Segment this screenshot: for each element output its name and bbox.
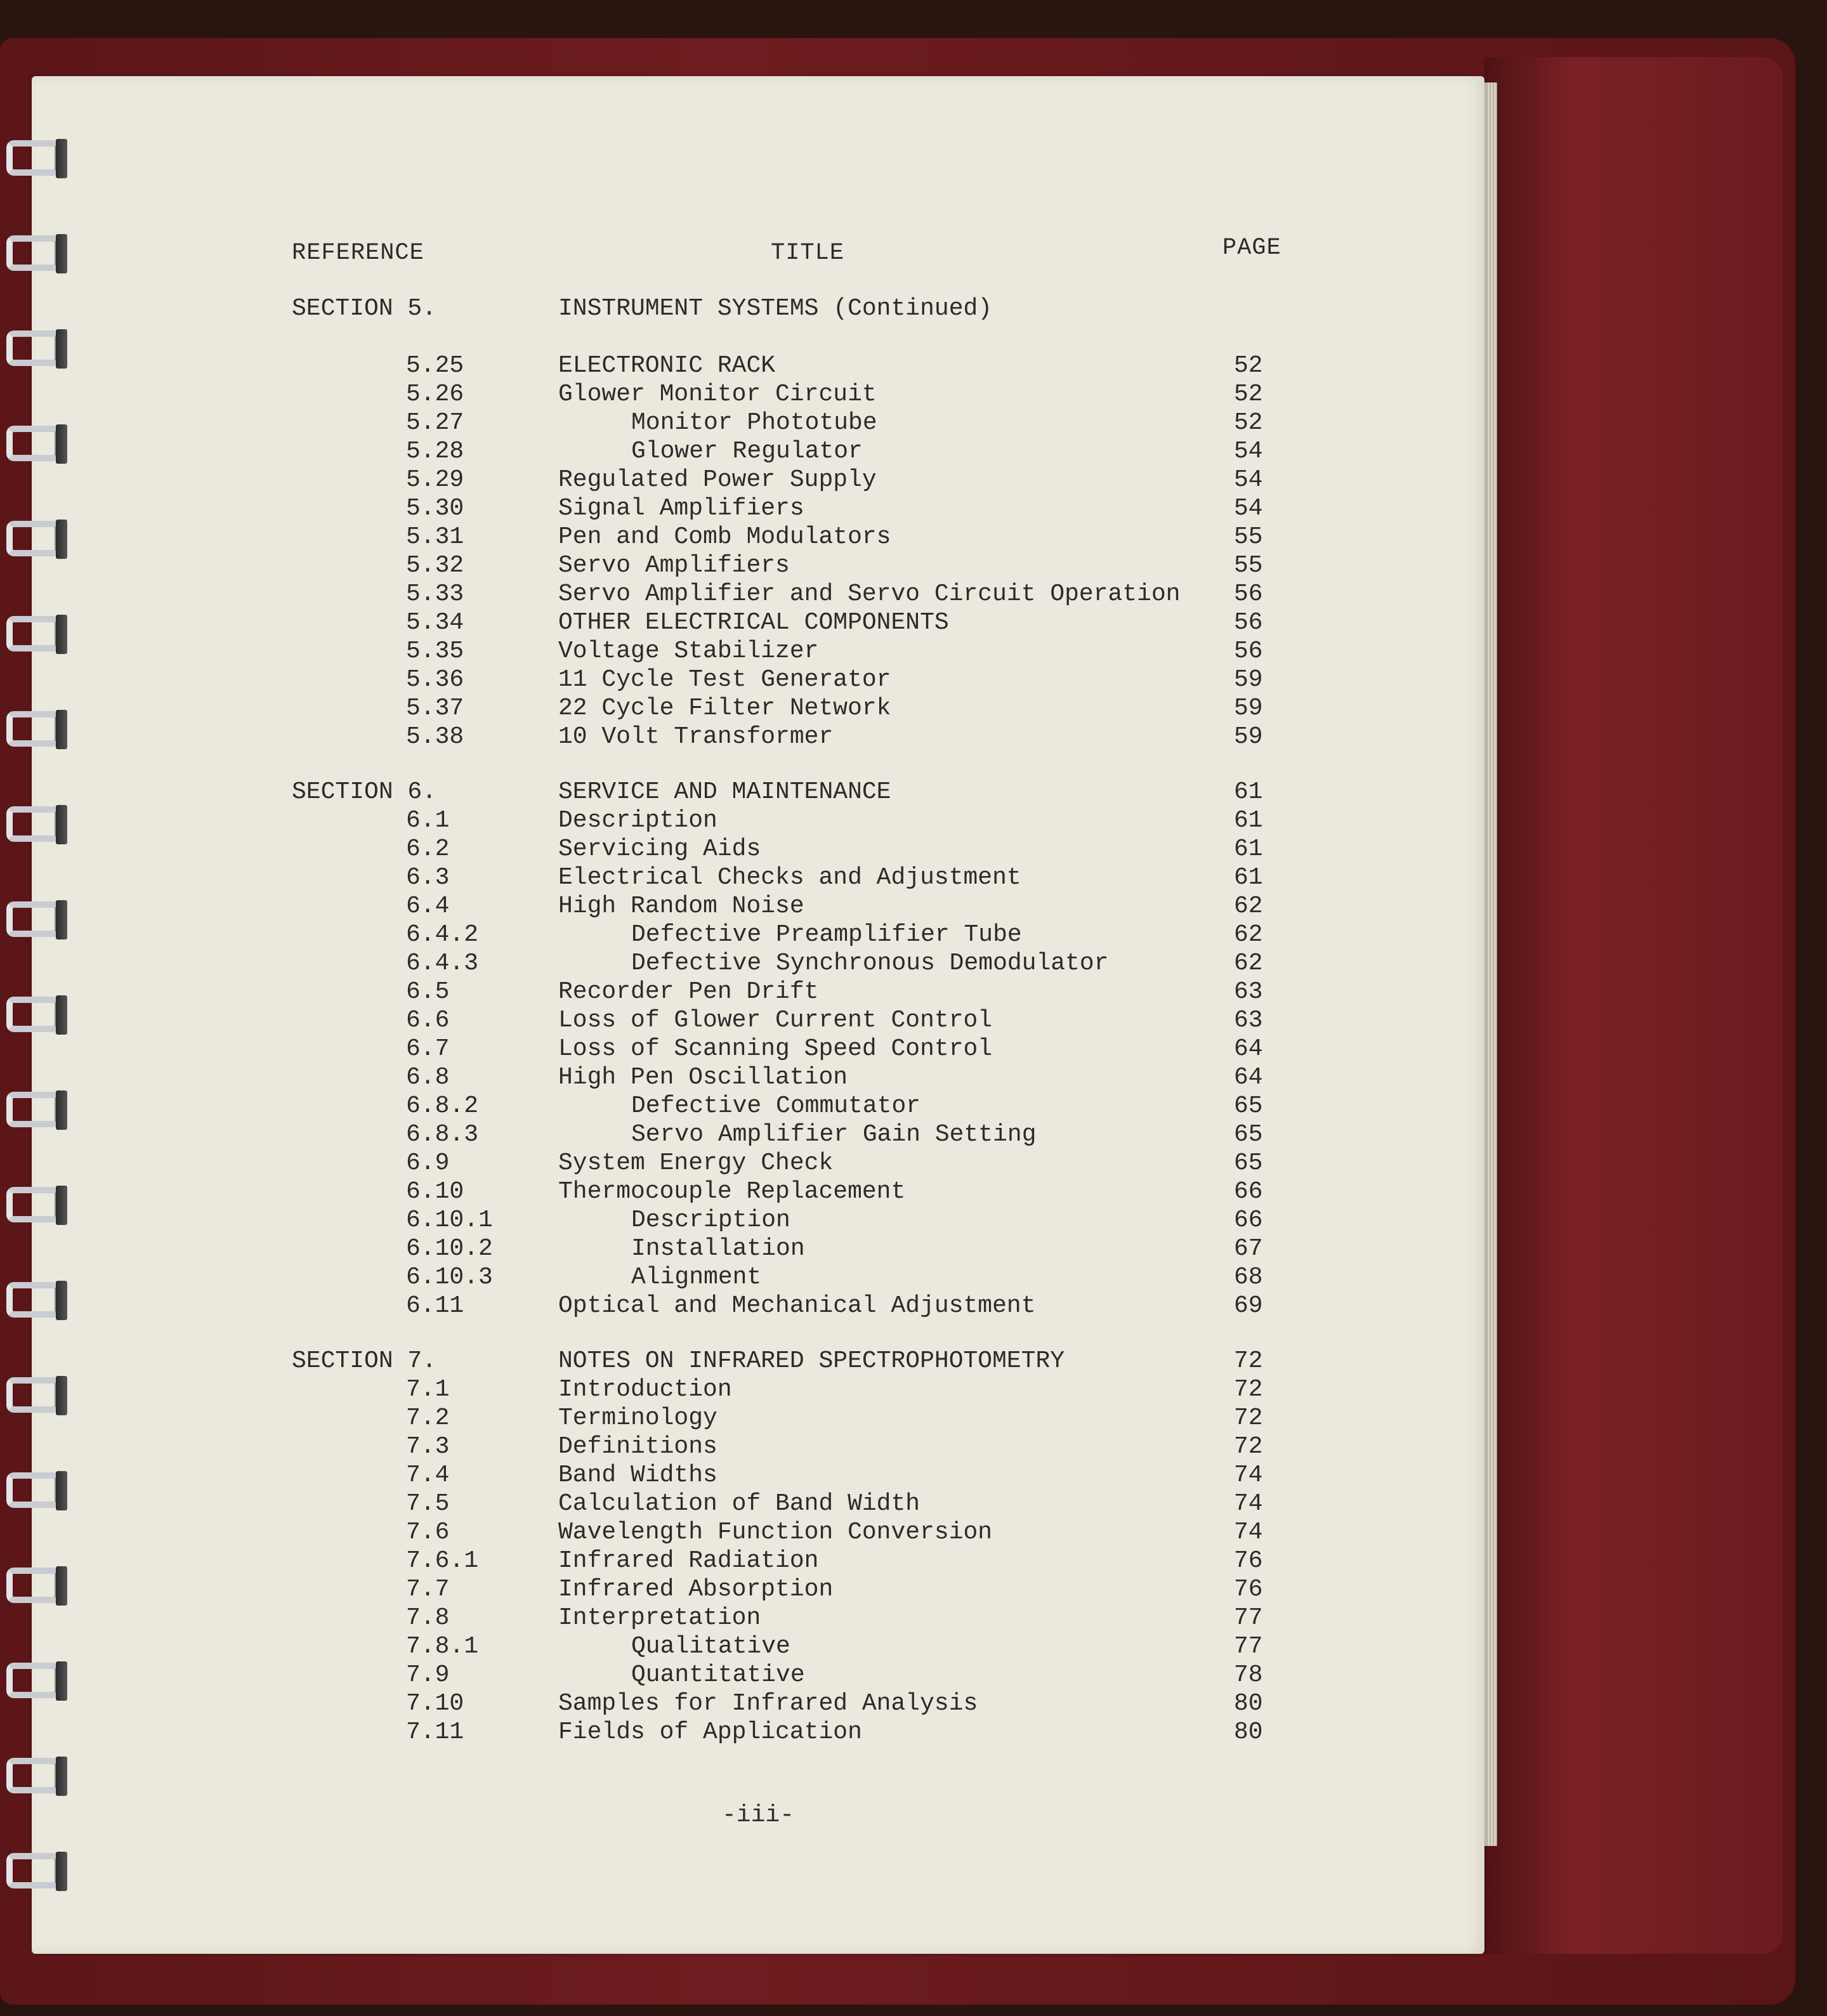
toc-page: 63 bbox=[1234, 1007, 1263, 1034]
toc-row bbox=[32, 893, 1484, 921]
toc-title: Band Widths bbox=[558, 1462, 717, 1489]
toc-page: 56 bbox=[1234, 609, 1263, 636]
toc-title: Pen and Comb Modulators bbox=[558, 523, 891, 551]
ring-post bbox=[56, 1757, 67, 1796]
toc-page: 52 bbox=[1234, 352, 1263, 379]
toc-title: Wavelength Function Conversion bbox=[558, 1519, 993, 1546]
section-heading bbox=[32, 295, 1484, 324]
toc-ref: 5.38 bbox=[406, 723, 464, 750]
toc-ref: SECTION 7. bbox=[292, 1347, 437, 1375]
toc-page: 77 bbox=[1234, 1604, 1263, 1632]
toc-ref: 5.32 bbox=[406, 552, 464, 579]
toc-ref: 6.8.3 bbox=[406, 1121, 479, 1148]
ring-loop bbox=[6, 901, 61, 937]
toc-page: 64 bbox=[1234, 1064, 1263, 1091]
toc-title: Alignment bbox=[631, 1264, 762, 1291]
binding-ring bbox=[0, 1469, 70, 1513]
toc-page: 74 bbox=[1234, 1519, 1263, 1546]
toc-row bbox=[32, 1235, 1484, 1264]
toc-row bbox=[32, 1376, 1484, 1404]
toc-ref: 6.3 bbox=[406, 864, 450, 891]
ring-loop bbox=[6, 1758, 61, 1793]
ring-post bbox=[56, 710, 67, 749]
section-title: INSTRUMENT SYSTEMS (Continued) bbox=[558, 295, 993, 322]
binding-ring bbox=[0, 1373, 70, 1418]
ring-loop bbox=[6, 235, 61, 271]
binding-ring bbox=[0, 993, 70, 1037]
toc-page: 54 bbox=[1234, 466, 1263, 494]
toc-ref: 5.30 bbox=[406, 495, 464, 522]
toc-row bbox=[32, 1207, 1484, 1235]
binding-ring bbox=[0, 422, 70, 466]
ring-post bbox=[56, 900, 67, 939]
toc-ref: 7.11 bbox=[406, 1718, 464, 1746]
toc-row bbox=[32, 666, 1484, 695]
toc-ref: 5.31 bbox=[406, 523, 464, 551]
toc-ref: 7.9 bbox=[406, 1661, 450, 1689]
toc-section-row bbox=[32, 778, 1484, 807]
binding-ring bbox=[0, 707, 70, 752]
toc-row bbox=[32, 1292, 1484, 1321]
toc-title: Optical and Mechanical Adjustment bbox=[558, 1292, 1036, 1319]
binding-ring bbox=[0, 1183, 70, 1227]
binding-ring bbox=[0, 1564, 70, 1608]
toc-ref: 6.8.2 bbox=[406, 1092, 479, 1120]
toc-row bbox=[32, 1092, 1484, 1121]
toc-page: 65 bbox=[1234, 1121, 1263, 1148]
toc-ref: 6.7 bbox=[406, 1035, 450, 1063]
toc-page: 80 bbox=[1234, 1718, 1263, 1746]
toc-page: 62 bbox=[1234, 950, 1263, 977]
toc-page: 64 bbox=[1234, 1035, 1263, 1063]
toc-row bbox=[32, 438, 1484, 466]
toc-row bbox=[32, 638, 1484, 666]
toc-title: Servo Amplifiers bbox=[558, 552, 790, 579]
toc-row bbox=[32, 352, 1484, 381]
toc-row bbox=[32, 1690, 1484, 1718]
toc-page: 55 bbox=[1234, 523, 1263, 551]
toc-row bbox=[32, 552, 1484, 580]
toc-page: 59 bbox=[1234, 723, 1263, 750]
ring-post bbox=[56, 139, 67, 178]
ring-loop bbox=[6, 711, 61, 747]
toc-ref: 7.6 bbox=[406, 1519, 450, 1546]
toc-row bbox=[32, 1462, 1484, 1490]
toc-ref: 6.5 bbox=[406, 978, 450, 1005]
ring-post bbox=[56, 1090, 67, 1130]
toc-title: Quantitative bbox=[631, 1661, 805, 1689]
toc-ref: 5.34 bbox=[406, 609, 464, 636]
ring-post bbox=[56, 1376, 67, 1415]
page-number-footer: -iii- bbox=[721, 1802, 795, 1829]
toc-row bbox=[32, 1007, 1484, 1035]
toc-ref: 6.10 bbox=[406, 1178, 464, 1205]
toc-title: Qualitative bbox=[631, 1633, 790, 1660]
toc-page: 66 bbox=[1234, 1207, 1263, 1234]
toc-page: 52 bbox=[1234, 381, 1263, 408]
toc-page: 61 bbox=[1234, 835, 1263, 863]
toc-row bbox=[32, 1661, 1484, 1690]
ring-loop bbox=[6, 1663, 61, 1698]
section-ref: SECTION 5. bbox=[292, 295, 437, 322]
toc-row bbox=[32, 381, 1484, 409]
toc-row bbox=[32, 1633, 1484, 1661]
toc-page: 56 bbox=[1234, 638, 1263, 665]
toc-title: Recorder Pen Drift bbox=[558, 978, 819, 1005]
ring-loop bbox=[6, 331, 61, 366]
toc-page: 56 bbox=[1234, 580, 1263, 608]
ring-post bbox=[56, 520, 67, 559]
toc-page: 55 bbox=[1234, 552, 1263, 579]
toc-title: Signal Amplifiers bbox=[558, 495, 804, 522]
document-page bbox=[32, 76, 1484, 1954]
toc-title: ELECTRONIC RACK bbox=[558, 352, 776, 379]
toc-title: Infrared Absorption bbox=[558, 1576, 834, 1603]
toc-row bbox=[32, 1576, 1484, 1604]
toc-page: 72 bbox=[1234, 1404, 1263, 1432]
toc-ref: 7.8 bbox=[406, 1604, 450, 1632]
toc-row bbox=[32, 523, 1484, 552]
toc-ref: 5.33 bbox=[406, 580, 464, 608]
toc-title: Servo Amplifier Gain Setting bbox=[631, 1121, 1037, 1148]
toc-ref: 6.6 bbox=[406, 1007, 450, 1034]
ring-post bbox=[56, 995, 67, 1035]
toc-title: Samples for Infrared Analysis bbox=[558, 1690, 978, 1717]
toc-title: SERVICE AND MAINTENANCE bbox=[558, 778, 891, 806]
ring-loop bbox=[6, 1377, 61, 1413]
toc-title: 11 Cycle Test Generator bbox=[558, 666, 891, 693]
toc-title: Introduction bbox=[558, 1376, 732, 1403]
toc-title: System Energy Check bbox=[558, 1149, 834, 1177]
toc-row bbox=[32, 1404, 1484, 1433]
toc-ref: 7.2 bbox=[406, 1404, 450, 1432]
toc-ref: 7.7 bbox=[406, 1576, 450, 1603]
ring-post bbox=[56, 1566, 67, 1606]
toc-row bbox=[32, 950, 1484, 978]
toc-ref: 6.10.1 bbox=[406, 1207, 493, 1234]
toc-row bbox=[32, 1490, 1484, 1519]
toc-ref: 5.25 bbox=[406, 352, 464, 379]
ring-post bbox=[56, 329, 67, 369]
toc-title: Servo Amplifier and Servo Circuit Operation bbox=[558, 580, 1181, 608]
ring-loop bbox=[6, 806, 61, 842]
toc-title: Regulated Power Supply bbox=[558, 466, 877, 494]
toc-title: Terminology bbox=[558, 1404, 717, 1432]
toc-ref: 5.35 bbox=[406, 638, 464, 665]
toc-ref: 6.10.3 bbox=[406, 1264, 493, 1291]
toc-ref: 6.11 bbox=[406, 1292, 464, 1319]
toc-title: Installation bbox=[631, 1235, 805, 1262]
toc-ref: 7.4 bbox=[406, 1462, 450, 1489]
toc-title: Description bbox=[631, 1207, 790, 1234]
toc-row bbox=[32, 723, 1484, 752]
toc-page: 61 bbox=[1234, 778, 1263, 806]
toc-ref: 6.9 bbox=[406, 1149, 450, 1177]
toc-row bbox=[32, 1149, 1484, 1178]
toc-title: NOTES ON INFRARED SPECTROPHOTOMETRY bbox=[558, 1347, 1065, 1375]
toc-page: 54 bbox=[1234, 495, 1263, 522]
toc-title: Glower Regulator bbox=[631, 438, 863, 465]
toc-row bbox=[32, 1519, 1484, 1547]
toc-ref: 5.26 bbox=[406, 381, 464, 408]
header-title: TITLE bbox=[771, 240, 845, 266]
toc-row bbox=[32, 466, 1484, 495]
toc-page: 72 bbox=[1234, 1433, 1263, 1460]
toc-page: 63 bbox=[1234, 978, 1263, 1005]
toc-ref: 5.37 bbox=[406, 695, 464, 722]
toc-ref: 6.10.2 bbox=[406, 1235, 493, 1262]
toc-title: Interpretation bbox=[558, 1604, 761, 1632]
toc-section-row bbox=[32, 1347, 1484, 1376]
toc-title: High Random Noise bbox=[558, 893, 804, 920]
toc-row bbox=[32, 835, 1484, 864]
toc-row bbox=[32, 409, 1484, 438]
ring-loop bbox=[6, 1568, 61, 1603]
toc-title: Calculation of Band Width bbox=[558, 1490, 920, 1517]
toc-row bbox=[32, 695, 1484, 723]
toc-row bbox=[32, 1547, 1484, 1576]
toc-title: Thermocouple Replacement bbox=[558, 1178, 906, 1205]
toc-page: 66 bbox=[1234, 1178, 1263, 1205]
toc-ref: 6.2 bbox=[406, 835, 450, 863]
ring-post bbox=[56, 424, 67, 464]
ring-loop bbox=[6, 616, 61, 651]
toc-ref: 6.4.2 bbox=[406, 921, 479, 948]
ring-loop bbox=[6, 140, 61, 176]
toc-page: 77 bbox=[1234, 1633, 1263, 1660]
toc-ref: 7.10 bbox=[406, 1690, 464, 1717]
ring-post bbox=[56, 1281, 67, 1320]
binding-ring bbox=[0, 327, 70, 371]
header-page: PAGE bbox=[1222, 235, 1281, 261]
ring-post bbox=[56, 1186, 67, 1225]
ring-loop bbox=[6, 521, 61, 556]
toc-row bbox=[32, 1064, 1484, 1092]
toc-title: Description bbox=[558, 807, 717, 834]
toc-row bbox=[32, 807, 1484, 835]
toc-ref: 5.28 bbox=[406, 438, 464, 465]
ring-loop bbox=[6, 1092, 61, 1127]
toc-page: 74 bbox=[1234, 1490, 1263, 1517]
toc-page: 59 bbox=[1234, 666, 1263, 693]
binding-ring bbox=[0, 232, 70, 276]
toc-page: 65 bbox=[1234, 1092, 1263, 1120]
binder-back-edge bbox=[1484, 57, 1783, 1954]
binding-ring bbox=[0, 1659, 70, 1703]
toc-title: Loss of Glower Current Control bbox=[558, 1007, 993, 1034]
toc-ref: 7.6.1 bbox=[406, 1547, 479, 1574]
toc-row bbox=[32, 978, 1484, 1007]
toc-row bbox=[32, 921, 1484, 950]
toc-title: Monitor Phototube bbox=[631, 409, 877, 436]
ring-loop bbox=[6, 1853, 61, 1888]
toc-title: Glower Monitor Circuit bbox=[558, 381, 877, 408]
toc-page: 69 bbox=[1234, 1292, 1263, 1319]
toc-row bbox=[32, 1035, 1484, 1064]
binding-ring bbox=[0, 612, 70, 657]
ring-post bbox=[56, 615, 67, 654]
toc-page: 52 bbox=[1234, 409, 1263, 436]
toc-page: 74 bbox=[1234, 1462, 1263, 1489]
toc-page: 59 bbox=[1234, 695, 1263, 722]
toc-title: Servicing Aids bbox=[558, 835, 761, 863]
ring-loop bbox=[6, 1472, 61, 1508]
toc-row bbox=[32, 1433, 1484, 1462]
toc-page: 61 bbox=[1234, 807, 1263, 834]
toc-row bbox=[32, 1718, 1484, 1747]
toc-title: Voltage Stabilizer bbox=[558, 638, 819, 665]
ring-loop bbox=[6, 997, 61, 1032]
binding-ring bbox=[0, 517, 70, 561]
toc-page: 62 bbox=[1234, 893, 1263, 920]
ring-loop bbox=[6, 1187, 61, 1222]
toc-title: OTHER ELECTRICAL COMPONENTS bbox=[558, 609, 949, 636]
toc-ref: 5.27 bbox=[406, 409, 464, 436]
toc-row bbox=[32, 1604, 1484, 1633]
ring-loop bbox=[6, 426, 61, 461]
toc-page: 61 bbox=[1234, 864, 1263, 891]
toc-page: 65 bbox=[1234, 1149, 1263, 1177]
toc-ref: 7.1 bbox=[406, 1376, 450, 1403]
toc-page: 76 bbox=[1234, 1547, 1263, 1574]
binding-ring bbox=[0, 1754, 70, 1798]
toc-ref: 5.36 bbox=[406, 666, 464, 693]
binding-ring bbox=[0, 136, 70, 181]
toc-title: Defective Synchronous Demodulator bbox=[631, 950, 1109, 977]
toc-page: 68 bbox=[1234, 1264, 1263, 1291]
toc-row bbox=[32, 580, 1484, 609]
toc-page: 72 bbox=[1234, 1347, 1263, 1375]
toc-ref: SECTION 6. bbox=[292, 778, 437, 806]
binding-ring bbox=[0, 898, 70, 942]
ring-post bbox=[56, 1661, 67, 1701]
toc-page: 67 bbox=[1234, 1235, 1263, 1262]
ring-post bbox=[56, 1471, 67, 1510]
toc-row bbox=[32, 1264, 1484, 1292]
toc-title: Electrical Checks and Adjustment bbox=[558, 864, 1021, 891]
toc-ref: 6.4 bbox=[406, 893, 450, 920]
toc-ref: 6.8 bbox=[406, 1064, 450, 1091]
binding-ring bbox=[0, 1278, 70, 1323]
toc-title: High Pen Oscillation bbox=[558, 1064, 848, 1091]
toc-title: Definitions bbox=[558, 1433, 717, 1460]
toc-row bbox=[32, 1121, 1484, 1149]
binding-ring bbox=[0, 1849, 70, 1894]
toc-page: 76 bbox=[1234, 1576, 1263, 1603]
ring-post bbox=[56, 805, 67, 844]
toc-title: 10 Volt Transformer bbox=[558, 723, 834, 750]
toc-row bbox=[32, 1178, 1484, 1207]
toc-page: 80 bbox=[1234, 1690, 1263, 1717]
toc-page: 54 bbox=[1234, 438, 1263, 465]
ring-post bbox=[56, 1852, 67, 1891]
toc-title: Loss of Scanning Speed Control bbox=[558, 1035, 993, 1063]
toc-row bbox=[32, 609, 1484, 638]
toc-title: Defective Commutator bbox=[631, 1092, 921, 1120]
ring-post bbox=[56, 234, 67, 273]
toc-ref: 7.5 bbox=[406, 1490, 450, 1517]
binding-ring bbox=[0, 802, 70, 847]
toc-ref: 7.8.1 bbox=[406, 1633, 479, 1660]
toc-page: 62 bbox=[1234, 921, 1263, 948]
toc-ref: 6.4.3 bbox=[406, 950, 479, 977]
toc-page: 72 bbox=[1234, 1376, 1263, 1403]
toc-row bbox=[32, 864, 1484, 893]
toc-title: 22 Cycle Filter Network bbox=[558, 695, 891, 722]
toc-title: Defective Preamplifier Tube bbox=[631, 921, 1022, 948]
toc-row bbox=[32, 495, 1484, 523]
toc-ref: 6.1 bbox=[406, 807, 450, 834]
toc-ref: 7.3 bbox=[406, 1433, 450, 1460]
toc-page: 78 bbox=[1234, 1661, 1263, 1689]
toc-ref: 5.29 bbox=[406, 466, 464, 494]
toc-title: Fields of Application bbox=[558, 1718, 862, 1746]
ring-loop bbox=[6, 1282, 61, 1318]
toc-title: Infrared Radiation bbox=[558, 1547, 819, 1574]
header-reference: REFERENCE bbox=[292, 240, 424, 266]
binding-ring bbox=[0, 1088, 70, 1132]
